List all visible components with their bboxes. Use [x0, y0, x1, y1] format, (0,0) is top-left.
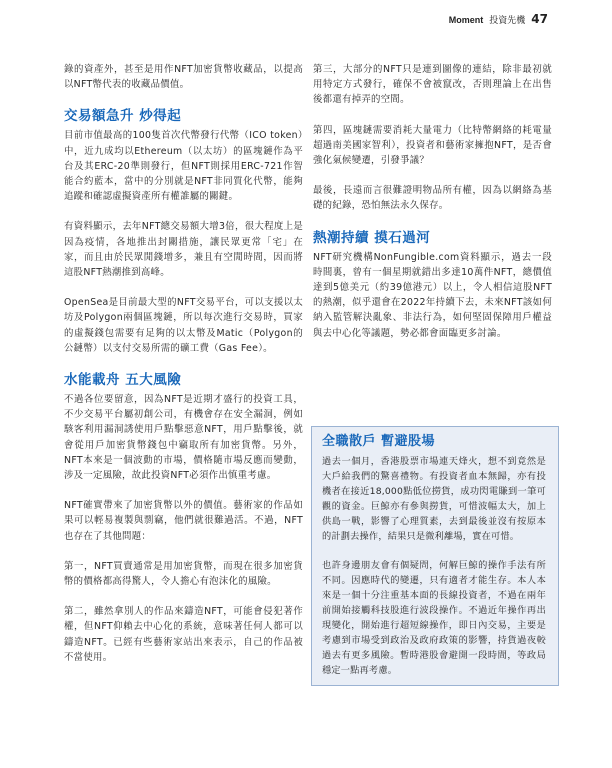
- sidebar-paragraph: 也許身邊朋友會有個疑問，何解巨鯨的操作手法有所不同。因應時代的變遷，只有適者才能生存。本人本來是一個十分注重基本面的長線投資者，不過在兩年前開始接觸科技股進行波段操作。不過近年操作再出現變化，開始進行超短線操作，即日內交易，主要是考慮到市場受到政治及政府政策的影響，持貨過夜較過去有更多風險。暫時港股會避開一段時間，等政局穩定一點再考慮。: [322, 560, 546, 676]
- paragraph: 不過各位要留意，因為NFT是近期才盛行的投資工具，不少交易平台屬初創公司，有機會存在安全漏洞，例如駭客利用漏洞誘使用戶點擊惡意NFT，用戶點擊後，就會從用戶加密貨幣錢包中竊取所有加密貨幣。另外，NFT本來是一個波動的市場，價格隨市場反應而變動，涉及一定風險，故此投資NFT必須作出慎重考慮。: [64, 394, 303, 482]
- section-name: 投資先機: [489, 16, 526, 26]
- paragraph: 目前市值最高的100隻首次代幣發行代幣（ICO token）中，近九成均以Ethereum（以太坊）的區塊鏈作為平台及其ERC-20準則發行，但NFT則採用ERC-721作智能合約藍本，當中的分別就是NFT非同質化代幣，能夠追蹤和確認虛擬資產所有權誰屬的關鍵。: [64, 130, 303, 203]
- publication-name: Moment: [448, 15, 484, 25]
- sidebar-paragraph: 過去一個月，香港股票市場連天烽火，想不到竟然是大戶給我們的驚喜禮物。有投資者血本無歸，亦有投機者在接近18,000點低位撈貨，成功閃電賺到一筆可觀的資金。巨鯨亦有參與撈貨，可惜波幅太大，加上供島一戰，影響了心理質素，去到最後並沒有按原本的計劃去操作，結果只是微利離場，實在可惜。: [322, 456, 546, 542]
- right-column: [313, 62, 552, 356]
- paragraph: 第三，大部分的NFT只是連到圖像的連結，除非最初就用特定方式發行，確保不會被竄改，否則理論上在出售後都還有掉弄的空間。: [313, 64, 552, 106]
- section-heading: 熱潮持續 摸石過河: [313, 229, 431, 246]
- paragraph: OpenSea是目前最大型的NFT交易平台，可以支援以太坊及Polygon兩個區塊鏈，所以每次進行交易時，買家的虛擬錢包需要有足夠的以太幣及Matic（Polygon的公鏈幣）以支付交易所需的礦工費（Gas Fee）。: [64, 297, 303, 354]
- sidebar-box: [311, 426, 559, 686]
- paragraph: 第四，區塊鏈需要消耗大量電力（比特幣網絡的耗電量超過南美國家智利），投資者和藝術家擁抱NFT，是否會強化氣候變遷，引發爭議？: [313, 124, 552, 167]
- section-heading: 交易額急升 炒得起: [64, 108, 182, 125]
- paragraph: NFT研究機構NonFungible.com資料顯示，過去一段時間裏，曾有一個星期就錯出多達10萬件NFT，總價值達到5億美元（約39億港元）以上，令人相信這股NFT的熱潮，似乎還會在2022年持續下去，未來NFT該如何納入監管解決亂象、非法行為，如何堅固保障用戶權益與去中心化等議題，勢必都會面臨更多討論。: [313, 251, 552, 339]
- paragraph: 第二，雖然拿別人的作品來鑄造NFT，可能會侵犯著作權，但NFT仰賴去中心化的系統，意味著任何人都可以鑄造NFT。已經有些藝術家站出來表示，自己的作品被不當使用。: [64, 606, 303, 663]
- left-column: [64, 62, 303, 680]
- page-number: 47: [531, 12, 548, 26]
- paragraph: 最後，長遠而言很難證明物品所有權，因為以網絡為基礎的紀錄，恐怕無法永久保存。: [313, 185, 552, 212]
- section-heading: 水能載舟 五大風險: [64, 372, 182, 389]
- paragraph: 錄的資產外，甚至是用作NFT加密貨幣收藏品，以提高以NFT幣代表的收藏品價值。: [64, 64, 303, 91]
- running-header: [449, 12, 548, 26]
- paragraph: 有資料顯示，去年NFT總交易額大增3倍，很大程度上是因為疫情，各地推出封關措施，讓民眾更常「宅」在家，而且由於民眾閒錢增多，兼且有空閒時間，因而將這股NFT熱潮推到高峰。: [64, 221, 303, 279]
- paragraph: 第一，NFT買賣通常是用加密貨幣，而現在很多加密貨幣的價格都高得驚人，令人擔心有泡沫化的風險。: [64, 560, 303, 588]
- paragraph: NFT確實帶來了加密貨幣以外的價值。藝術家的作品如果可以輕易複製與剽竊，他們就很難過活。不過，NFT也存在了其他問題：: [64, 500, 303, 542]
- sidebar-title: 全職散戶 暫避股場: [322, 434, 436, 449]
